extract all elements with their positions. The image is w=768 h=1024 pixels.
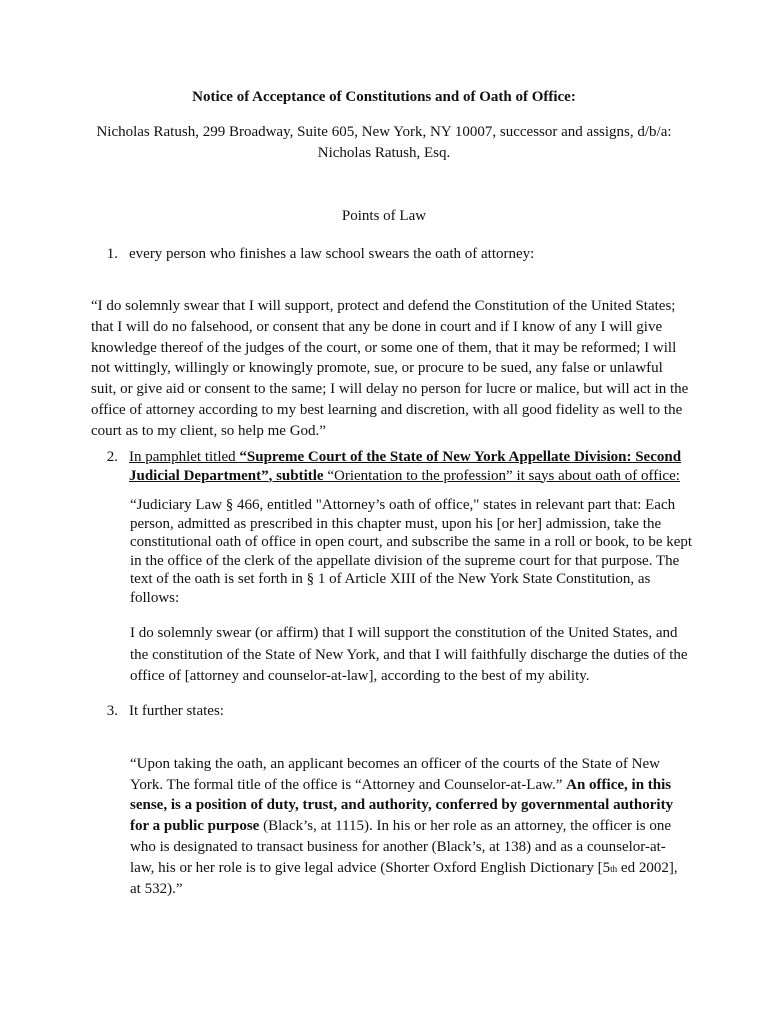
item-2-part-a: In pamphlet titled <box>129 449 240 465</box>
item-text-2 <box>129 448 689 485</box>
section-heading: Points of Law <box>341 208 427 224</box>
item-2-subtitle: “Orientation to the profession” <box>327 467 513 484</box>
judiciary-law-quote: “Judiciary Law § 466, entitled "Attorney’s oath of office," states in relevant part that: Each person, admitted as prescribed in this chapter must, upon his [or her] admission, take the constitutional oath of office in open court, and subscribe the same in a roll or book, to be kept in the office of the clerk of the appellate division of the supreme court for that purpose. The text of the oath is set forth in § 1 of Article XIII of the New York State Constitution, as follows: <box>130 497 693 606</box>
item-number-1: 1. <box>106 246 118 262</box>
constitutional-oath-quote: I do solemnly swear (or affirm) that I will support the constitution of the United States, and the constitution of the State of New York, and that I will faithfully discharge the duties of the office of [attorney and counselor-at-law], according to the best of my ability. <box>130 625 688 684</box>
item-2-part-e: it says about oath of office: <box>512 467 680 484</box>
item-text-3: It further states: <box>129 703 224 719</box>
quote-3-part-3: ed 2002], at 532).” <box>130 859 678 898</box>
item-text-1: every person who finishes a law school swears the oath of attorney: <box>129 246 535 262</box>
address-block <box>80 122 688 164</box>
quote-3-bold-definition: An office, in this sense, is a position of duty, trust, and authority, conferred by governmental authority for a public purpose <box>130 776 674 835</box>
item-2-part-c: , subtitle <box>268 467 328 484</box>
attorney-oath-quote: “I do solemnly swear that I will support, protect and defend the Constitution of the United States; that I will do no falsehood, or consent that any be done in court and if I know of any I will give knowledge thereof of the judges of the court, or some one of them, that it may be reformed; I will not wittingly, willingly or knowingly promote, sue, or procure to be sued, any false or unlawful suit, or give aid or consent to the same; I will delay no person for lucre or malice, but will act in the office of attorney according to my best learning and discretion, with all good fidelity as well to the court as to my client, so help me God.” <box>91 298 689 439</box>
item-2-pamphlet-title: “Supreme Court of the State of New York Appellate Division: Second Judicial Department” <box>129 449 682 484</box>
address-line-2: Nicholas Ratush, Esq. <box>317 145 451 161</box>
officer-of-courts-quote <box>130 754 690 900</box>
item-number-3: 3. <box>106 703 118 719</box>
quote-3-part-1: “Upon taking the oath, an applicant becomes an officer of the courts of the State of New York. The formal title of the office is “Attorney and Counselor-at-Law.” <box>130 756 660 793</box>
document-title: Notice of Acceptance of Constitutions and of Oath of Office: <box>192 89 576 105</box>
quote-3-part-2: (Black’s, at 1115). In his or her role as an attorney, the officer is one who is designated to transact business for another (Black’s, at 138) and as a counselor-at-law, his or her role is to give legal advice (Shorter Oxford English Dictionary [5 <box>130 818 672 876</box>
quote-3-ordinal-suffix: th <box>610 863 618 874</box>
address-line-1: Nicholas Ratush, 299 Broadway, Suite 605, New York, NY 10007, successor and assigns, d/b/a: <box>96 124 672 140</box>
item-number-2: 2. <box>106 449 118 465</box>
